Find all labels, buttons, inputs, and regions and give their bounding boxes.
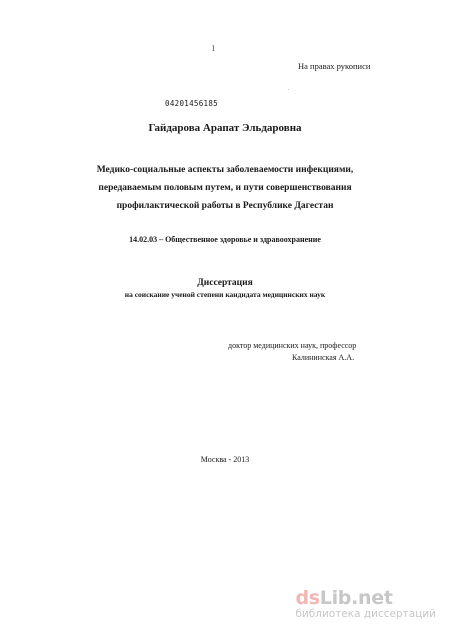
logo-suffix: Lib.net bbox=[319, 587, 393, 609]
title-line: профилактической работы в Республике Дагестан bbox=[116, 201, 334, 211]
author-name: Гайдарова Арапат Эльдаровна bbox=[148, 122, 302, 134]
rights-notice: На правах рукописи bbox=[298, 61, 371, 71]
dissertation-title bbox=[0, 161, 450, 215]
title-line: передаваемым половым путем, и пути совершенствования bbox=[98, 183, 352, 193]
logo-prefix: ds bbox=[295, 587, 320, 609]
advisor-name: Калининская А.А. bbox=[292, 353, 355, 362]
dslib-watermark-logo bbox=[295, 587, 436, 620]
advisor-degree: доктор медицинских наук, профессор bbox=[228, 341, 357, 350]
header-mark: I bbox=[212, 44, 215, 53]
work-type: Диссертация bbox=[197, 278, 253, 288]
specialty-code: 14.02.03 – Общественное здоровье и здравоохранение bbox=[129, 235, 321, 244]
logo-wordmark bbox=[295, 587, 436, 609]
degree-line: на соискание ученой степени кандидата медицинских наук bbox=[124, 290, 326, 299]
logo-tagline: библиотека диссертаций bbox=[295, 608, 436, 620]
stray-dot: . bbox=[288, 86, 290, 92]
city-year: Москва - 2013 bbox=[200, 455, 250, 464]
title-line: Медико-социальные аспекты заболеваемости инфекциями, bbox=[96, 165, 354, 175]
catalog-code: 04201456185 bbox=[165, 99, 218, 108]
